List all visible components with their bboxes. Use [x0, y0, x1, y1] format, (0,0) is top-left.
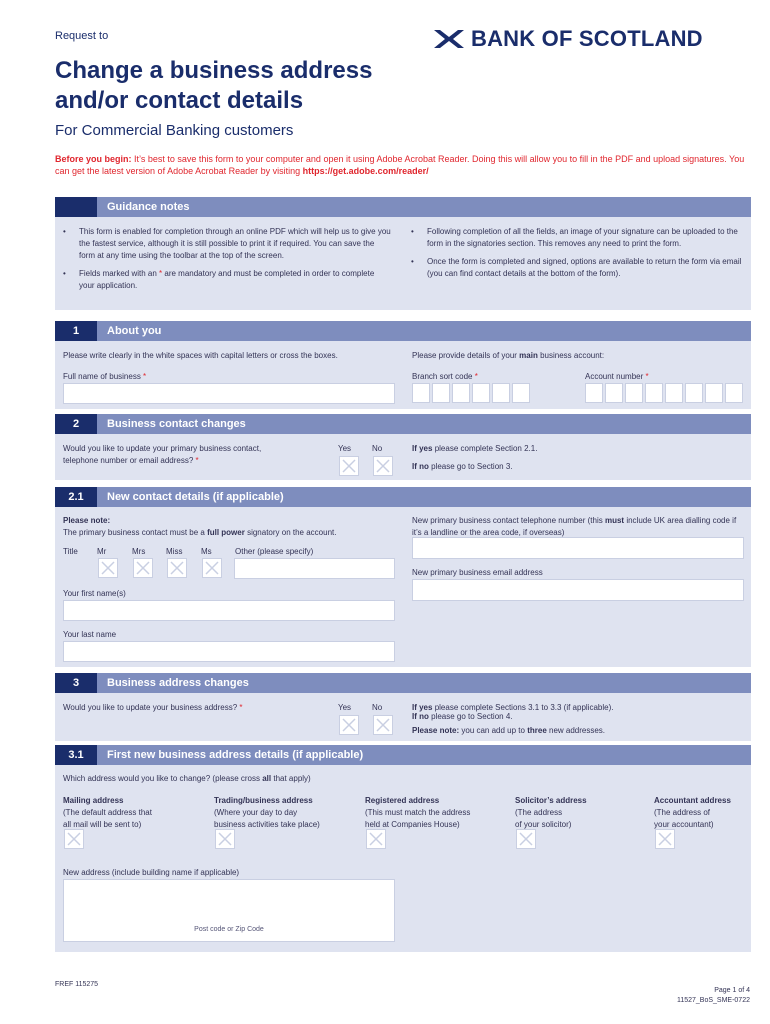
section1-instructions: Please write clearly in the white spaces with capital letters or cross the boxes.	[63, 351, 338, 360]
account-digit[interactable]	[685, 383, 703, 403]
phone-input[interactable]	[412, 537, 744, 559]
address-option-mailing: Mailing address (The default address that all mail will be sent to)	[63, 796, 152, 829]
section3-title: Business address changes	[107, 677, 249, 689]
adobe-link[interactable]: https://get.adobe.com/reader/	[302, 166, 429, 176]
s3-no-label: No	[372, 703, 383, 712]
other-title-input[interactable]	[234, 558, 395, 579]
page-title-line2: and/or contact details	[55, 87, 304, 114]
mrs-label: Mrs	[132, 547, 146, 556]
address-option-trading: Trading/business address (Where your day to day business activities take place)	[214, 796, 320, 829]
sort-code-digit[interactable]	[432, 383, 450, 403]
phone-label: New primary business contact telephone number (this must include UK area dialling code if it’s a landline or the area code, if overseas)	[412, 516, 737, 537]
s3-yes-label: Yes	[338, 703, 352, 712]
account-digit[interactable]	[665, 383, 683, 403]
mailing-checkbox[interactable]	[64, 829, 84, 849]
page-title	[55, 56, 372, 116]
sort-code-digit[interactable]	[492, 383, 510, 403]
s3-note: Please note: you can add up to three new addresses.	[412, 726, 606, 735]
sort-code-digit[interactable]	[512, 383, 530, 403]
sort-code-label: Branch sort code *	[412, 372, 478, 381]
address-option-accountant: Accountant address (The address of your accountant)	[654, 796, 731, 829]
s21-please-note: Please note:	[63, 516, 111, 525]
business-name-input[interactable]	[63, 383, 395, 404]
page-info	[677, 986, 750, 1006]
bank-logo-text: BANK OF SCOTLAND	[471, 26, 703, 51]
guidance-num	[55, 197, 97, 217]
section1-title: About you	[107, 325, 162, 337]
s2-if-no: If no please go to Section 3.	[412, 462, 513, 471]
section21-panel	[55, 487, 751, 667]
account-number-label: Account number *	[585, 372, 649, 381]
s3-if-no: If no please go to Section 4.	[412, 712, 513, 721]
bank-logo	[432, 26, 703, 52]
section2-num: 2	[55, 414, 97, 434]
s2-if-yes: If yes please complete Section 2.1.	[412, 444, 538, 453]
section2-question: Would you like to update your primary business contact, telephone number or email address? *	[63, 444, 262, 465]
first-name-label: Your first name(s)	[63, 589, 126, 598]
address-option-solicitor: Solicitor’s address (The address of your solicitor)	[515, 796, 587, 829]
s2-yes-label: Yes	[338, 444, 352, 453]
section2-title: Business contact changes	[107, 418, 246, 430]
page-number: Page 1 of 4	[714, 987, 750, 994]
business-name-label: Full name of business *	[63, 372, 147, 381]
page-subtitle: For Commercial Banking customers	[55, 122, 294, 139]
sort-code-digit[interactable]	[452, 383, 470, 403]
new-address-label: New address (include building name if applicable)	[63, 868, 240, 877]
s3-yes-checkbox[interactable]	[339, 715, 359, 735]
s21-note: The primary business contact must be a full power signatory on the account.	[63, 528, 337, 537]
last-name-label: Your last name	[63, 630, 117, 639]
ms-checkbox[interactable]	[202, 558, 222, 578]
new-address-line2[interactable]	[63, 899, 395, 920]
s3-if-yes: If yes please complete Sections 3.1 to 3.3 (if applicable).	[412, 703, 614, 712]
account-intro: Please provide details of your main business account:	[412, 351, 605, 360]
account-digit[interactable]	[705, 383, 723, 403]
trading-checkbox[interactable]	[215, 829, 235, 849]
section3-num: 3	[55, 673, 97, 693]
section3-question: Would you like to update your business address? *	[63, 703, 243, 712]
account-digit[interactable]	[645, 383, 663, 403]
account-digit[interactable]	[605, 383, 623, 403]
ms-label: Ms	[201, 547, 212, 556]
request-to-label: Request to	[55, 30, 109, 42]
mrs-checkbox[interactable]	[133, 558, 153, 578]
email-label: New primary business email address	[412, 568, 543, 577]
section31-num: 3.1	[55, 745, 97, 765]
guidance-right-list	[405, 226, 745, 286]
s2-yes-checkbox[interactable]	[339, 456, 359, 476]
s3-no-checkbox[interactable]	[373, 715, 393, 735]
s2-no-label: No	[372, 444, 383, 453]
last-name-input[interactable]	[63, 641, 395, 662]
intro-body: It’s best to save this form to your computer and open it using Adobe Acrobat Reader. Doing this will allow you to fill in the PDF and upload signatures. You can get the latest version of Adobe Acrobat Reader by visiting	[55, 154, 745, 176]
solicitor-checkbox[interactable]	[516, 829, 536, 849]
section1-num: 1	[55, 321, 97, 341]
account-digit[interactable]	[625, 383, 643, 403]
account-number-input[interactable]	[585, 383, 743, 403]
mr-checkbox[interactable]	[98, 558, 118, 578]
account-digit[interactable]	[725, 383, 743, 403]
postcode-label: Post code or Zip Code	[194, 926, 264, 933]
miss-checkbox[interactable]	[167, 558, 187, 578]
guidance-left-list	[57, 226, 392, 298]
which-address-question: Which address would you like to change? (please cross all that apply)	[63, 774, 311, 783]
other-label: Other (please specify)	[235, 547, 314, 556]
guidance-item: • Once the form is completed and signed, options are available to return the form via email (you can find contact details at the bottom of the form).	[405, 256, 745, 280]
first-name-input[interactable]	[63, 600, 395, 621]
intro-text	[55, 153, 745, 177]
new-address-line1[interactable]	[63, 879, 395, 901]
guidance-item: • This form is enabled for completion through an online PDF which will help us to give you the fastest service, although it is still possible to print it if required. You can save the form at any time using the toolbar at the top of the screen.	[57, 226, 392, 262]
email-input[interactable]	[412, 579, 744, 601]
postcode-input[interactable]	[63, 919, 395, 942]
sort-code-digit[interactable]	[412, 383, 430, 403]
saltire-logo-icon	[432, 28, 466, 50]
intro-lead: Before you begin:	[55, 154, 132, 164]
guidance-item: • Fields marked with an * are mandatory and must be completed in order to complete your application.	[57, 268, 392, 292]
sort-code-input[interactable]	[412, 383, 530, 403]
section21-title: New contact details (if applicable)	[107, 491, 284, 503]
account-digit[interactable]	[585, 383, 603, 403]
s2-no-checkbox[interactable]	[373, 456, 393, 476]
title-label: Title	[63, 547, 78, 556]
form-code: 11527_BoS_SME-0722	[676, 997, 750, 1004]
section21-num: 2.1	[55, 487, 97, 507]
address-option-registered: Registered address (This must match the address held at Companies House)	[365, 796, 471, 829]
page-title-line1: Change a business address	[55, 57, 373, 84]
sort-code-digit[interactable]	[472, 383, 490, 403]
form-ref: FREF 115275	[55, 981, 99, 988]
miss-label: Miss	[166, 547, 183, 556]
section31-title: First new business address details (if applicable)	[107, 749, 364, 761]
mr-label: Mr	[97, 547, 107, 556]
guidance-item: • Following completion of all the fields, an image of your signature can be uploaded to the form in the signatories section. This removes any need to print the form.	[405, 226, 745, 250]
guidance-title: Guidance notes	[107, 201, 190, 213]
accountant-checkbox[interactable]	[655, 829, 675, 849]
registered-checkbox[interactable]	[366, 829, 386, 849]
